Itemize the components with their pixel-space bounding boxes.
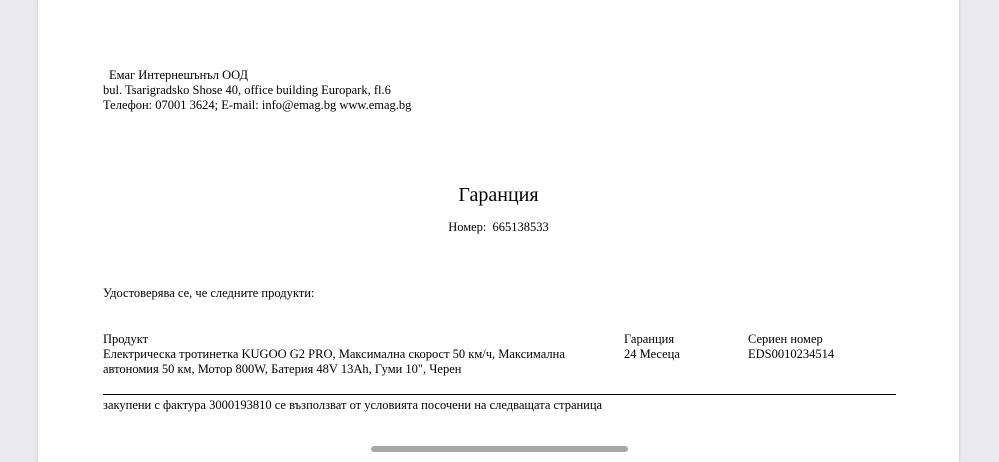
product-cell: Електрическа тротинетка KUGOO G2 PRO, Максимална скорост 50 км/ч, Максимална автономия 50 км, Мотор 800W, Батерия 48V 13Ah, Гуми 10", Черен	[103, 347, 565, 376]
document-title: Гаранция	[458, 184, 539, 206]
table-divider	[103, 394, 896, 395]
product-header: Продукт	[103, 332, 149, 346]
company-address: bul. Tsarigradsko Shose 40, office building Europark, fl.6	[103, 83, 391, 97]
serial-column	[748, 332, 834, 362]
document-number-value: 665138533	[492, 220, 549, 234]
warranty-cell: 24 Месеца	[624, 347, 680, 361]
document-page	[38, 0, 959, 462]
document-number-label: Номер:	[448, 220, 487, 234]
company-info	[103, 68, 411, 113]
warranty-header: Гаранция	[624, 332, 675, 346]
serial-cell: EDS0010234514	[748, 347, 835, 361]
document-number	[38, 220, 959, 235]
footer-note: закупени с фактура 3000193810 се възползват от условията посочени на следващата страница	[103, 398, 603, 412]
serial-header: Сериен номер	[748, 332, 823, 346]
warranty-column	[624, 332, 680, 362]
intro-text: Удостоверява се, че следните продукти:	[103, 286, 315, 300]
company-contacts: Телефон: 07001 3624; E-mail: info@emag.bg www.emag.bg	[103, 98, 412, 112]
scroll-indicator[interactable]	[371, 446, 628, 452]
product-column	[103, 332, 573, 377]
company-name: Емаг Интернешънъл ООД	[109, 68, 249, 82]
